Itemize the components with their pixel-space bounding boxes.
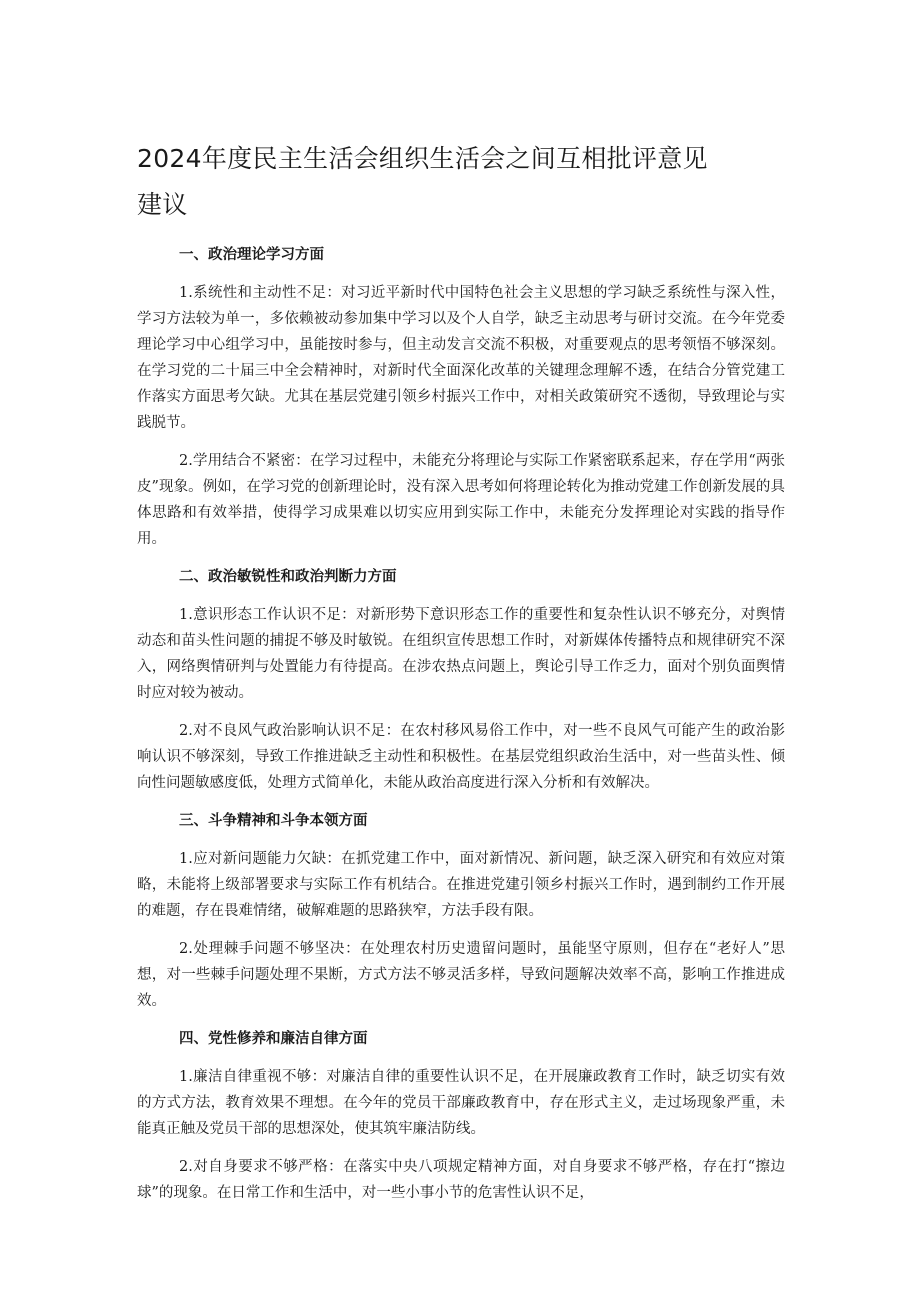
section-heading: 三、斗争精神和斗争本领方面 — [179, 813, 368, 829]
paragraph: 2.学用结合不紧密：在学习过程中，未能充分将理论与实际工作紧密联系起来，存在学用“两张皮”现象。例如，在学习党的创新理论时，没有深入思考如何将理论转化为推动党建工作创新发展的具体思路和有效举措，使得学习成果难以切实应用到实际工作中，未能充分发挥理论对实践的指导作用。 — [137, 453, 785, 547]
section-political-theory — [137, 242, 785, 552]
paragraph: 2.对自身要求不够严格：在落实中央八项规定精神方面，对自身要求不够严格，存在打“擦边球”的现象。在日常工作和生活中，对一些小事小节的危害性认识不足， — [137, 1159, 785, 1201]
section-heading: 四、党性修养和廉洁自律方面 — [179, 1031, 368, 1047]
section-struggle-spirit — [137, 808, 785, 1014]
paragraph: 1.应对新问题能力欠缺：在抓党建工作中，面对新情况、新问题，缺乏深入研究和有效应对策略，未能将上级部署要求与实际工作有机结合。在推进党建引领乡村振兴工作时，遇到制约工作开展的难题，存在畏难情绪，破解难题的思路狭窄，方法手段有限。 — [137, 851, 785, 919]
document-title-line1: 2024年度民主生活会组织生活会之间互相批评意见 — [137, 144, 708, 173]
document-title — [137, 136, 785, 228]
section-heading: 二、政治敏锐性和政治判断力方面 — [179, 569, 397, 585]
section-political-sensitivity — [137, 564, 785, 796]
document-title-line2: 建议 — [137, 190, 188, 219]
paragraph: 1.廉洁自律重视不够：对廉洁自律的重要性认识不足，在开展廉政教育工作时，缺乏切实有效的方式方法，教育效果不理想。在今年的党员干部廉政教育中，存在形式主义，走过场现象严重，未能真正触及党员干部的思想深处，使其筑牢廉洁防线。 — [137, 1069, 785, 1137]
paragraph: 1.系统性和主动性不足：对习近平新时代中国特色社会主义思想的学习缺乏系统性与深入性，学习方法较为单一，多依赖被动参加集中学习以及个人自学，缺乏主动思考与研讨交流。在今年党委理论学习中心组学习中，虽能按时参与，但主动发言交流不积极，对重要观点的思考领悟不够深刻。在学习党的二十届三中全会精神时，对新时代全面深化改革的关键理念理解不透，在结合分管党建工作落实方面思考欠缺。尤其在基层党建引领乡村振兴工作中，对相关政策研究不透彻，导致理论与实践脱节。 — [137, 285, 785, 431]
section-heading: 一、政治理论学习方面 — [179, 247, 324, 263]
document-page — [137, 136, 785, 1218]
paragraph: 2.处理棘手问题不够坚决：在处理农村历史遗留问题时，虽能坚守原则，但存在“老好人”思想，对一些棘手问题处理不果断，方式方法不够灵活多样，导致问题解决效率不高，影响工作推进成效。 — [137, 941, 785, 1009]
section-party-integrity — [137, 1026, 785, 1206]
paragraph: 1.意识形态工作认识不足：对新形势下意识形态工作的重要性和复杂性认识不够充分，对舆情动态和苗头性问题的捕捉不够及时敏锐。在组织宣传思想工作时，对新媒体传播特点和规律研究不深入，网络舆情研判与处置能力有待提高。在涉农热点问题上，舆论引导工作乏力，面对个别负面舆情时应对较为被动。 — [137, 607, 785, 701]
paragraph: 2.对不良风气政治影响认识不足：在农村移风易俗工作中，对一些不良风气可能产生的政治影响认识不够深刻，导致工作推进缺乏主动性和积极性。在基层党组织政治生活中，对一些苗头性、倾向性问题敏感度低，处理方式简单化，未能从政治高度进行深入分析和有效解决。 — [137, 723, 785, 791]
